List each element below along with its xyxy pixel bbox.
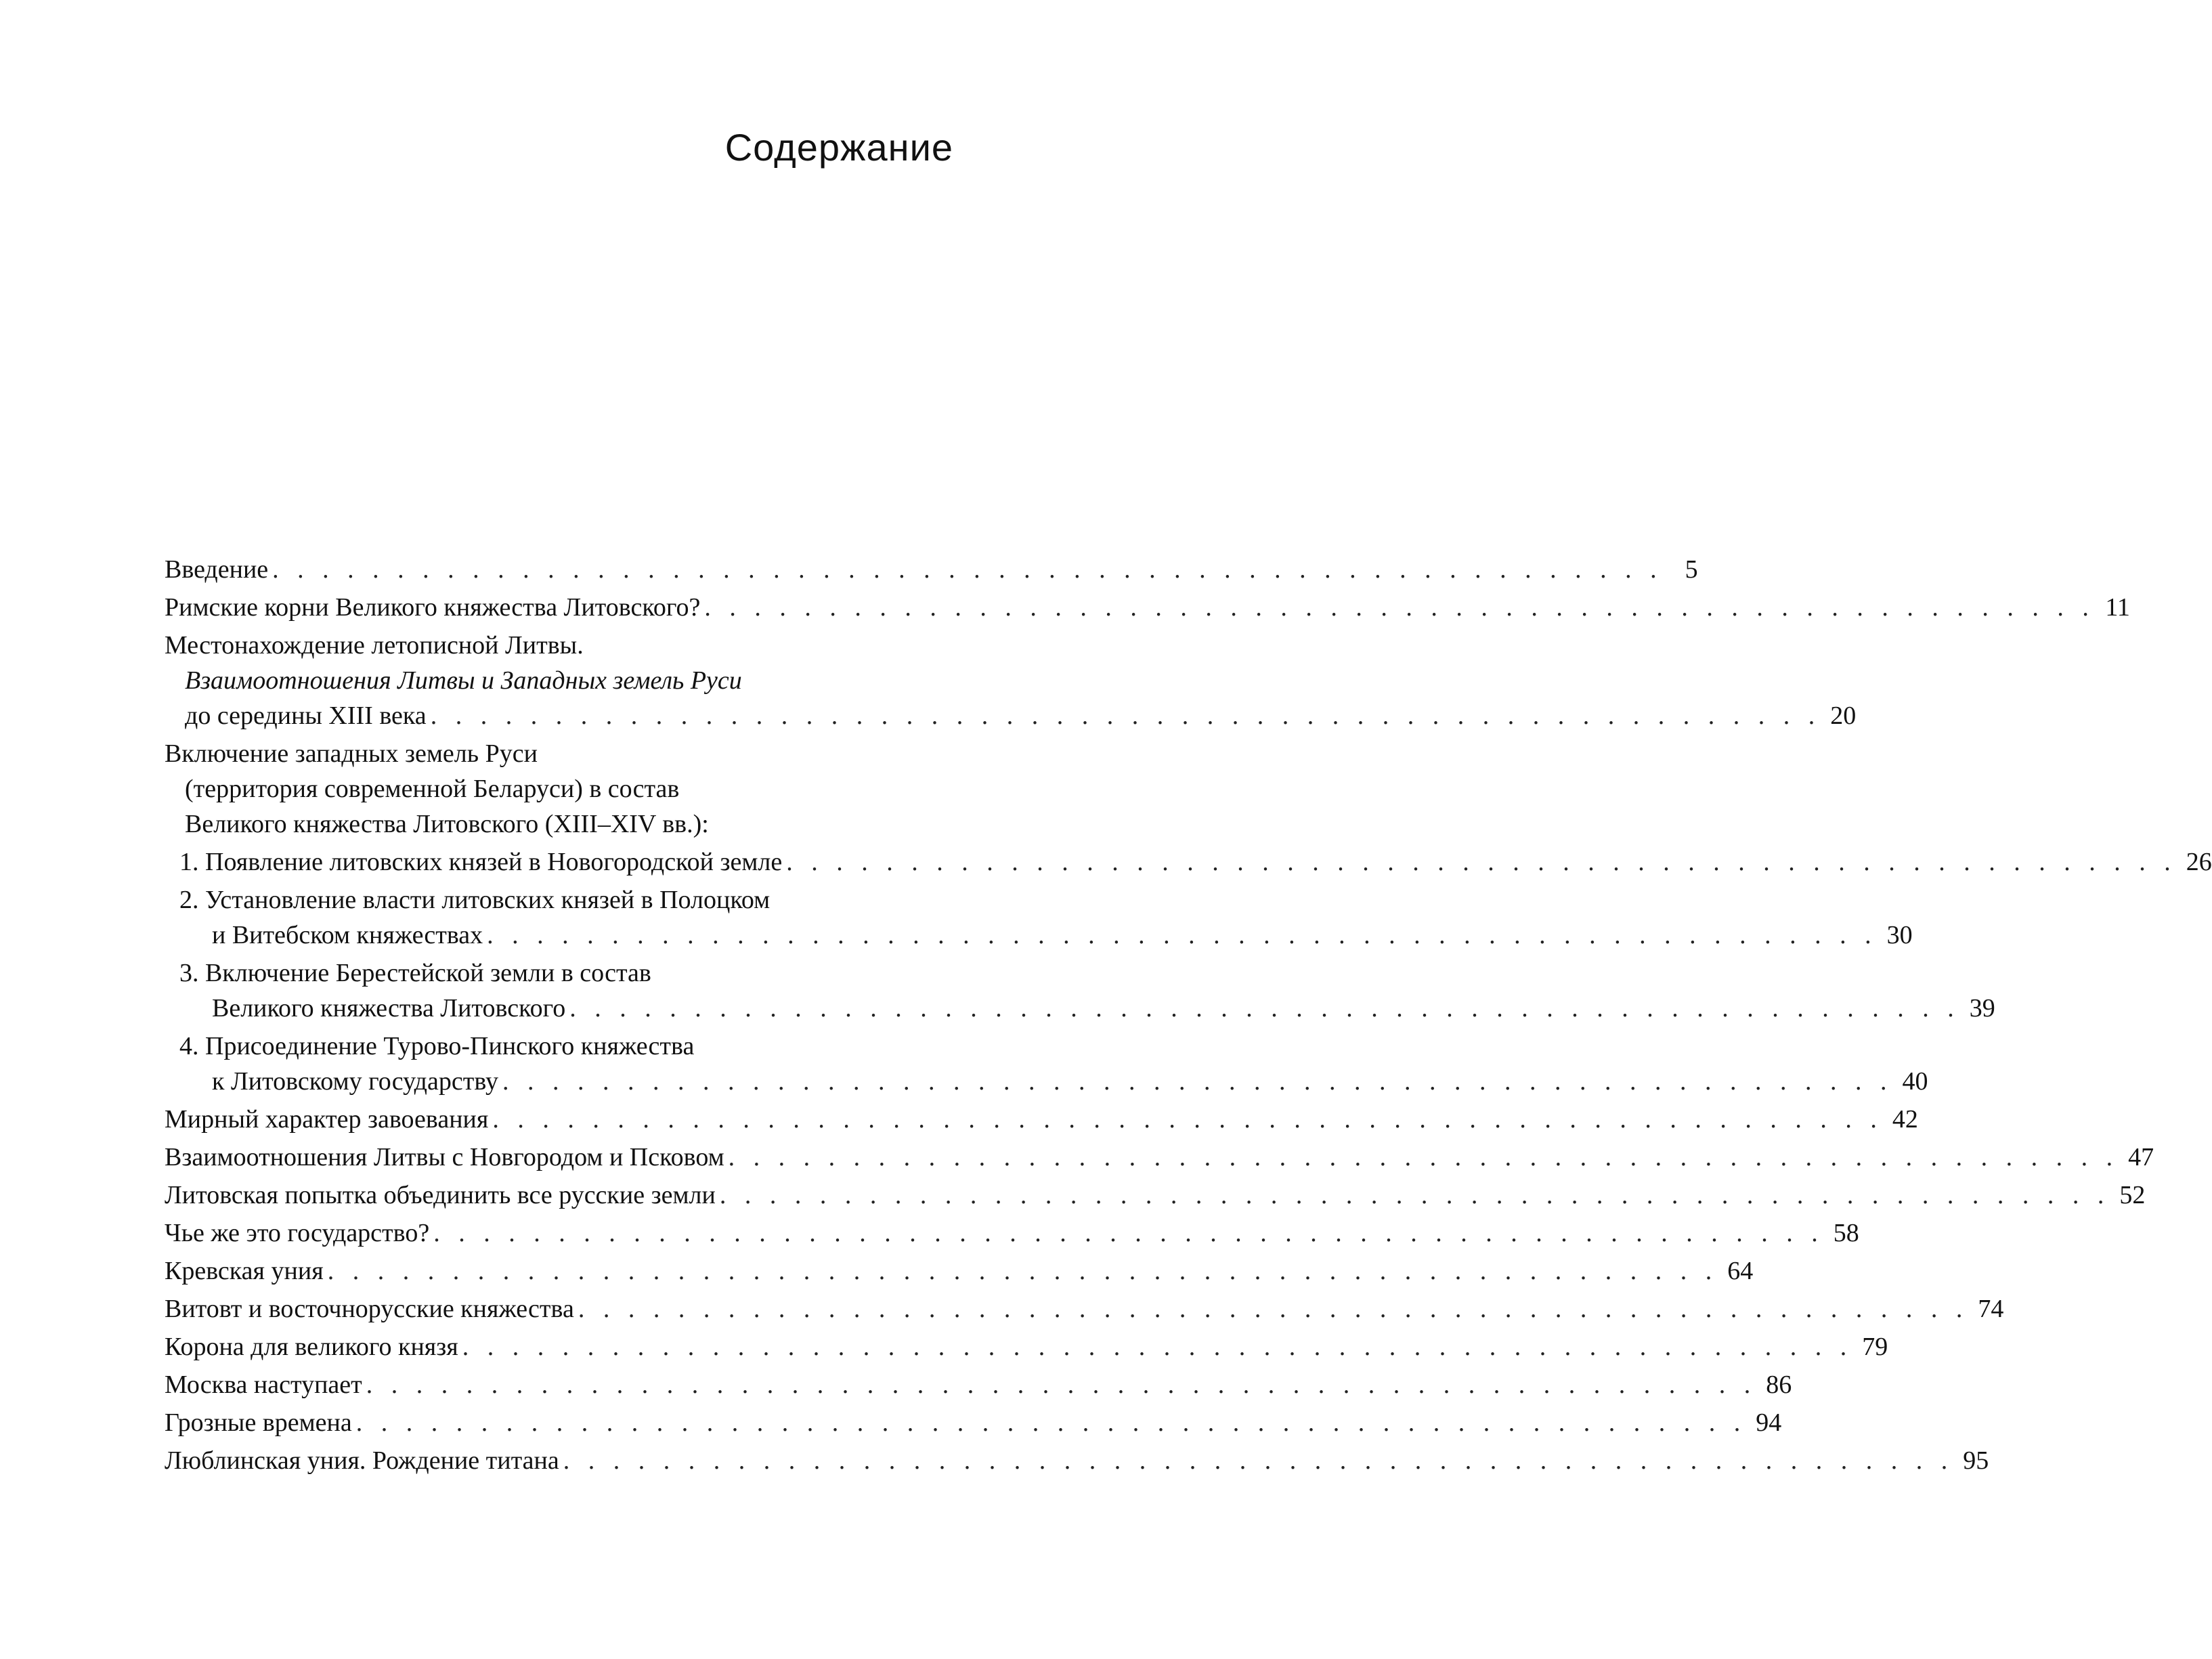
toc-entry-crown[interactable] [165, 1329, 1888, 1364]
toc-line [165, 1140, 2154, 1175]
toc-entry-title: Введение [165, 555, 269, 584]
toc-entry-title-continued: и Витебском княжествах [212, 921, 483, 949]
toc-entry-title-continued: (территория современной Беларуси) в состав [185, 775, 680, 803]
toc-line [165, 1291, 2004, 1327]
dot-leader: . . . . . . . . . . . . . . . . . . . . . . . . . . . . . . . . . . . . . . . . . . . . . . . . . . . . . . . . [492, 1105, 1883, 1134]
toc-entry-location-lithuania[interactable] [165, 628, 1857, 733]
toc-entry-title-continued: Великого княжества Литовского [212, 994, 566, 1022]
toc-entry-section-3[interactable] [165, 955, 1995, 1026]
toc-line [165, 590, 2130, 625]
toc-page-number: 39 [1969, 994, 1995, 1022]
dot-leader: . . . . . . . . . . . . . . . . . . . . . . . . . . . . . . . . . . . . . . . . . . . . . . . . . . . . . . . . [563, 1446, 1954, 1475]
toc-entry-title: 1. Появление литовских князей в Новогородской земле [179, 848, 783, 876]
dot-leader: . . . . . . . . . . . . . . . . . . . . . . . . . . . . . . . . . . . . . . . . . . . . . . . . . . . . . . . . [719, 1181, 2110, 1209]
toc-line [165, 1102, 1918, 1137]
page-title: Содержание [724, 126, 953, 169]
toc-entry-lublin-union[interactable] [165, 1443, 1989, 1478]
toc-page-number: 47 [2128, 1143, 2154, 1171]
toc-entry-title: Взаимоотношения Литвы с Новгородом и Псковом [165, 1143, 724, 1171]
toc-line [165, 1215, 1859, 1251]
toc-line [165, 552, 1698, 587]
toc-line [165, 1329, 1888, 1364]
table-of-contents [165, 552, 2212, 1481]
toc-page-number: 94 [1756, 1408, 1782, 1437]
toc-page-number: 42 [1892, 1105, 1918, 1134]
dot-leader: . . . . . . . . . . . . . . . . . . . . . . . . . . . . . . . . . . . . . . . . . . . . . . . . . . . . . . . . [569, 994, 1960, 1022]
toc-page-number: 95 [1963, 1446, 1989, 1475]
toc-page-number: 79 [1862, 1333, 1888, 1361]
toc-entry-title-continued: к Литовскому государству [212, 1067, 498, 1096]
toc-line [165, 1443, 1989, 1478]
toc-entry-title: 2. Установление власти литовских князей в Полоцком [179, 886, 771, 914]
toc-line [165, 1367, 1792, 1402]
toc-line [165, 918, 1913, 953]
toc-page-number: 5 [1685, 555, 1698, 584]
toc-entry-title-continued: Великого княжества Литовского (XIII–XIV вв.): [185, 810, 709, 838]
dot-leader: . . . . . . . . . . . . . . . . . . . . . . . . . . . . . . . . . . . . . . . . . . . . . . . . . . . . . . . . [366, 1371, 1757, 1399]
dot-leader: . . . . . . . . . . . . . . . . . . . . . . . . . . . . . . . . . . . . . . . . . . . . . . . . . . . . . . . . [433, 1219, 1824, 1247]
toc-line [165, 1178, 2146, 1213]
dot-leader: . . . . . . . . . . . . . . . . . . . . . . . . . . . . . . . . . . . . . . . . . . . . . . . . . . . . . . . . [786, 848, 2177, 876]
toc-entry-title: 3. Включение Берестейской земли в состав [179, 959, 651, 987]
toc-entry-krevo-union[interactable] [165, 1253, 1754, 1289]
toc-line [165, 1064, 1928, 1099]
toc-line [165, 1405, 1782, 1440]
dot-leader: . . . . . . . . . . . . . . . . . . . . . . . . . . . . . . . . . . . . . . . . . . . . . . . . . . . . . . . . [704, 593, 2095, 622]
toc-page-number: 52 [2119, 1181, 2146, 1209]
dot-leader: . . . . . . . . . . . . . . . . . . . . . . . . . . . . . . . . . . . . . . . . . . . . . . . . . . . . . . . . [327, 1257, 1718, 1285]
toc-entry-section-2[interactable] [165, 882, 1913, 953]
toc-entry-peaceful-conquest[interactable] [165, 1102, 1918, 1137]
toc-entry-unite-russian-lands[interactable] [165, 1178, 2146, 1213]
toc-line [165, 1253, 1754, 1289]
toc-entry-section-4[interactable] [165, 1029, 1928, 1099]
toc-page-number: 58 [1833, 1219, 1859, 1247]
toc-entry-title: Римские корни Великого княжества Литовского? [165, 593, 701, 622]
toc-entry-title: Грозные времена [165, 1408, 352, 1437]
toc-entry-whose-state[interactable] [165, 1215, 1859, 1251]
toc-line [165, 844, 2212, 880]
toc-page-number: 30 [1886, 921, 1913, 949]
toc-entry-introduction[interactable] [165, 552, 1698, 587]
toc-entry-western-lands[interactable] [165, 736, 947, 842]
toc-page-number: 74 [1978, 1295, 2004, 1323]
toc-entry-roman-roots[interactable] [165, 590, 2130, 625]
toc-page-number: 20 [1830, 702, 1857, 730]
toc-line [165, 991, 1995, 1026]
dot-leader: . . . . . . . . . . . . . . . . . . . . . . . . . . . . . . . . . . . . . . . . . . . . . . . . . . . . . . . . [272, 555, 1663, 584]
toc-page-number: 40 [1902, 1067, 1928, 1096]
dot-leader: . . . . . . . . . . . . . . . . . . . . . . . . . . . . . . . . . . . . . . . . . . . . . . . . . . . . . . . . [578, 1295, 1969, 1323]
toc-page-number: 11 [2105, 593, 2130, 622]
toc-entry-title: 4. Присоединение Турово-Пинского княжества [179, 1032, 695, 1060]
dot-leader: . . . . . . . . . . . . . . . . . . . . . . . . . . . . . . . . . . . . . . . . . . . . . . . . . . . . . . . . [462, 1333, 1853, 1361]
toc-page-number: 64 [1727, 1257, 1754, 1285]
toc-entry-title: Люблинская уния. Рождение титана [165, 1446, 559, 1475]
toc-entry-moscow-advances[interactable] [165, 1367, 1792, 1402]
toc-entry-title: Местонахождение летописной Литвы. [165, 631, 584, 660]
toc-entry-title: Литовская попытка объединить все русские земли [165, 1181, 716, 1209]
toc-entry-terrible-times[interactable] [165, 1405, 1782, 1440]
toc-entry-title: Москва наступает [165, 1371, 362, 1399]
toc-entry-title: Включение западных земель Руси [165, 739, 538, 768]
toc-entry-title: Корона для великого князя [165, 1333, 458, 1361]
toc-entry-vytautas[interactable] [165, 1291, 2004, 1327]
dot-leader: . . . . . . . . . . . . . . . . . . . . . . . . . . . . . . . . . . . . . . . . . . . . . . . . . . . . . . . . [502, 1067, 1893, 1096]
toc-entry-section-1[interactable] [165, 844, 2212, 880]
toc-entry-subtitle: Взаимоотношения Литвы и Западных земель Руси [185, 666, 742, 695]
dot-leader: . . . . . . . . . . . . . . . . . . . . . . . . . . . . . . . . . . . . . . . . . . . . . . . . . . . . . . . . [355, 1408, 1747, 1437]
dot-leader: . . . . . . . . . . . . . . . . . . . . . . . . . . . . . . . . . . . . . . . . . . . . . . . . . . . . . . . . [728, 1143, 2119, 1171]
dot-leader: . . . . . . . . . . . . . . . . . . . . . . . . . . . . . . . . . . . . . . . . . . . . . . . . . . . . . . . . [487, 921, 1878, 949]
toc-entry-novgorod-pskov[interactable] [165, 1140, 2154, 1175]
dot-leader: . . . . . . . . . . . . . . . . . . . . . . . . . . . . . . . . . . . . . . . . . . . . . . . . . . . . . . . . [430, 702, 1821, 730]
toc-entry-title-continued: до середины XIII века [185, 702, 427, 730]
toc-page-number: 86 [1766, 1371, 1792, 1399]
toc-entry-title: Мирный характер завоевания [165, 1105, 489, 1134]
toc-entry-title: Чье же это государство? [165, 1219, 430, 1247]
toc-entry-title: Витовт и восточнорусские княжества [165, 1295, 574, 1323]
toc-entry-title: Кревская уния [165, 1257, 324, 1285]
toc-page-number: 26 [2186, 848, 2212, 876]
toc-line [165, 698, 1857, 733]
